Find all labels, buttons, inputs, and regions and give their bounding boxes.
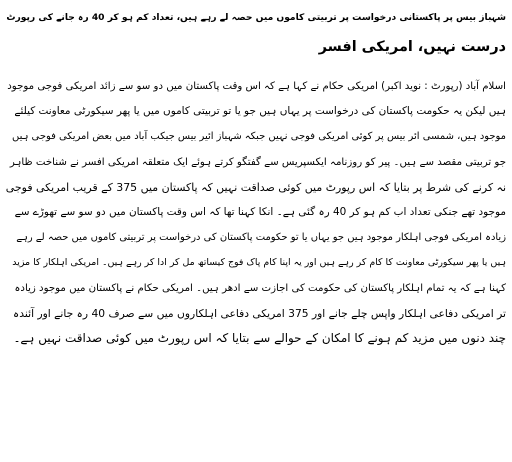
headline-line: شہباز بیس پر پاکستانی درخواست پر تربیتی کاموں میں حصہ لے رہے ہیں، تعداد کم ہو کر 40 رہ جانے کی رپورٹ [6, 13, 506, 23]
body-line: موجود ہیں، شمسی ائر بیس پر کوئی امریکی فوجی نہیں جبکہ شہباز ائیر بیس جیکب آباد میں بعض امریکی فوجی ہیں [12, 131, 506, 143]
body-line: کہنا ہے کہ یہ تمام اہلکار پاکستان کی حکومت کی اجازت سے ادھر ہیں۔ امریکی حکام نے پاکستان میں موجود زیادہ [14, 282, 506, 294]
body-line: چند دنوں میں مزید کم ہونے کا امکان کے حوالے سے بتایا کہ اس رپورٹ میں کوئی صداقت نہیں ہے۔ [13, 331, 506, 346]
body-line: جو تربیتی مقصد سے ہیں۔ پیر کو روزنامہ ایکسپریس سے گفتگو کرتے ہوئے ایک متعلقہ امریکی افسر نے شناخت ظاہر [9, 156, 506, 168]
body-line: ہیں یا پھر سیکورٹی معاونت کا کام کر رہے ہیں اور یہ اپنا کام پاک فوج کیساتھ مل کر ادا کر رہے ہیں۔ امریکی اہلکار کا مزید [12, 257, 506, 269]
body-line: تر امریکی دفاعی اہلکار واپس چلے جانے اور 375 امریکی دفاعی اہلکاروں میں سے صرف 40 رہ جانے اور آئندہ [13, 306, 506, 320]
body-line: ہیں لیکن یہ حکومت پاکستان کی درخواست پر یہاں ہیں جو یا تو تربیتی کاموں میں یا پھر سیکورٹی معاونت کیلئے [14, 105, 506, 118]
body-line: موجود تھے جنکی تعداد اب کم ہو کر 40 رہ گئی ہے۔ انکا کہنا تھا کہ اس وقت پاکستان میں دو سو سے تھوڑے سے [14, 206, 506, 219]
headline-line: درست نہیں، امریکی افسر [318, 39, 506, 55]
body-line: نہ کرنے کی شرط پر بتایا کہ اس رپورٹ میں کوئی صداقت نہیں کہ پاکستان میں 375 کے قریب امریکی فوجی [5, 180, 506, 194]
body-line: اسلام آباد (رپورٹ : نوید اکبر) امریکی حکام نے کہا ہے کہ اس وقت پاکستان میں دو سو سے زائد امریکی فوجی موجود [7, 81, 506, 92]
article-body [6, 74, 506, 351]
article-headline [6, 4, 506, 62]
body-line: زیادہ امریکی فوجی اہلکار موجود ہیں جو یہاں یا تو حکومت پاکستان کی درخواست پر تربیتی کاموں میں حصہ لے رہے [16, 232, 506, 244]
